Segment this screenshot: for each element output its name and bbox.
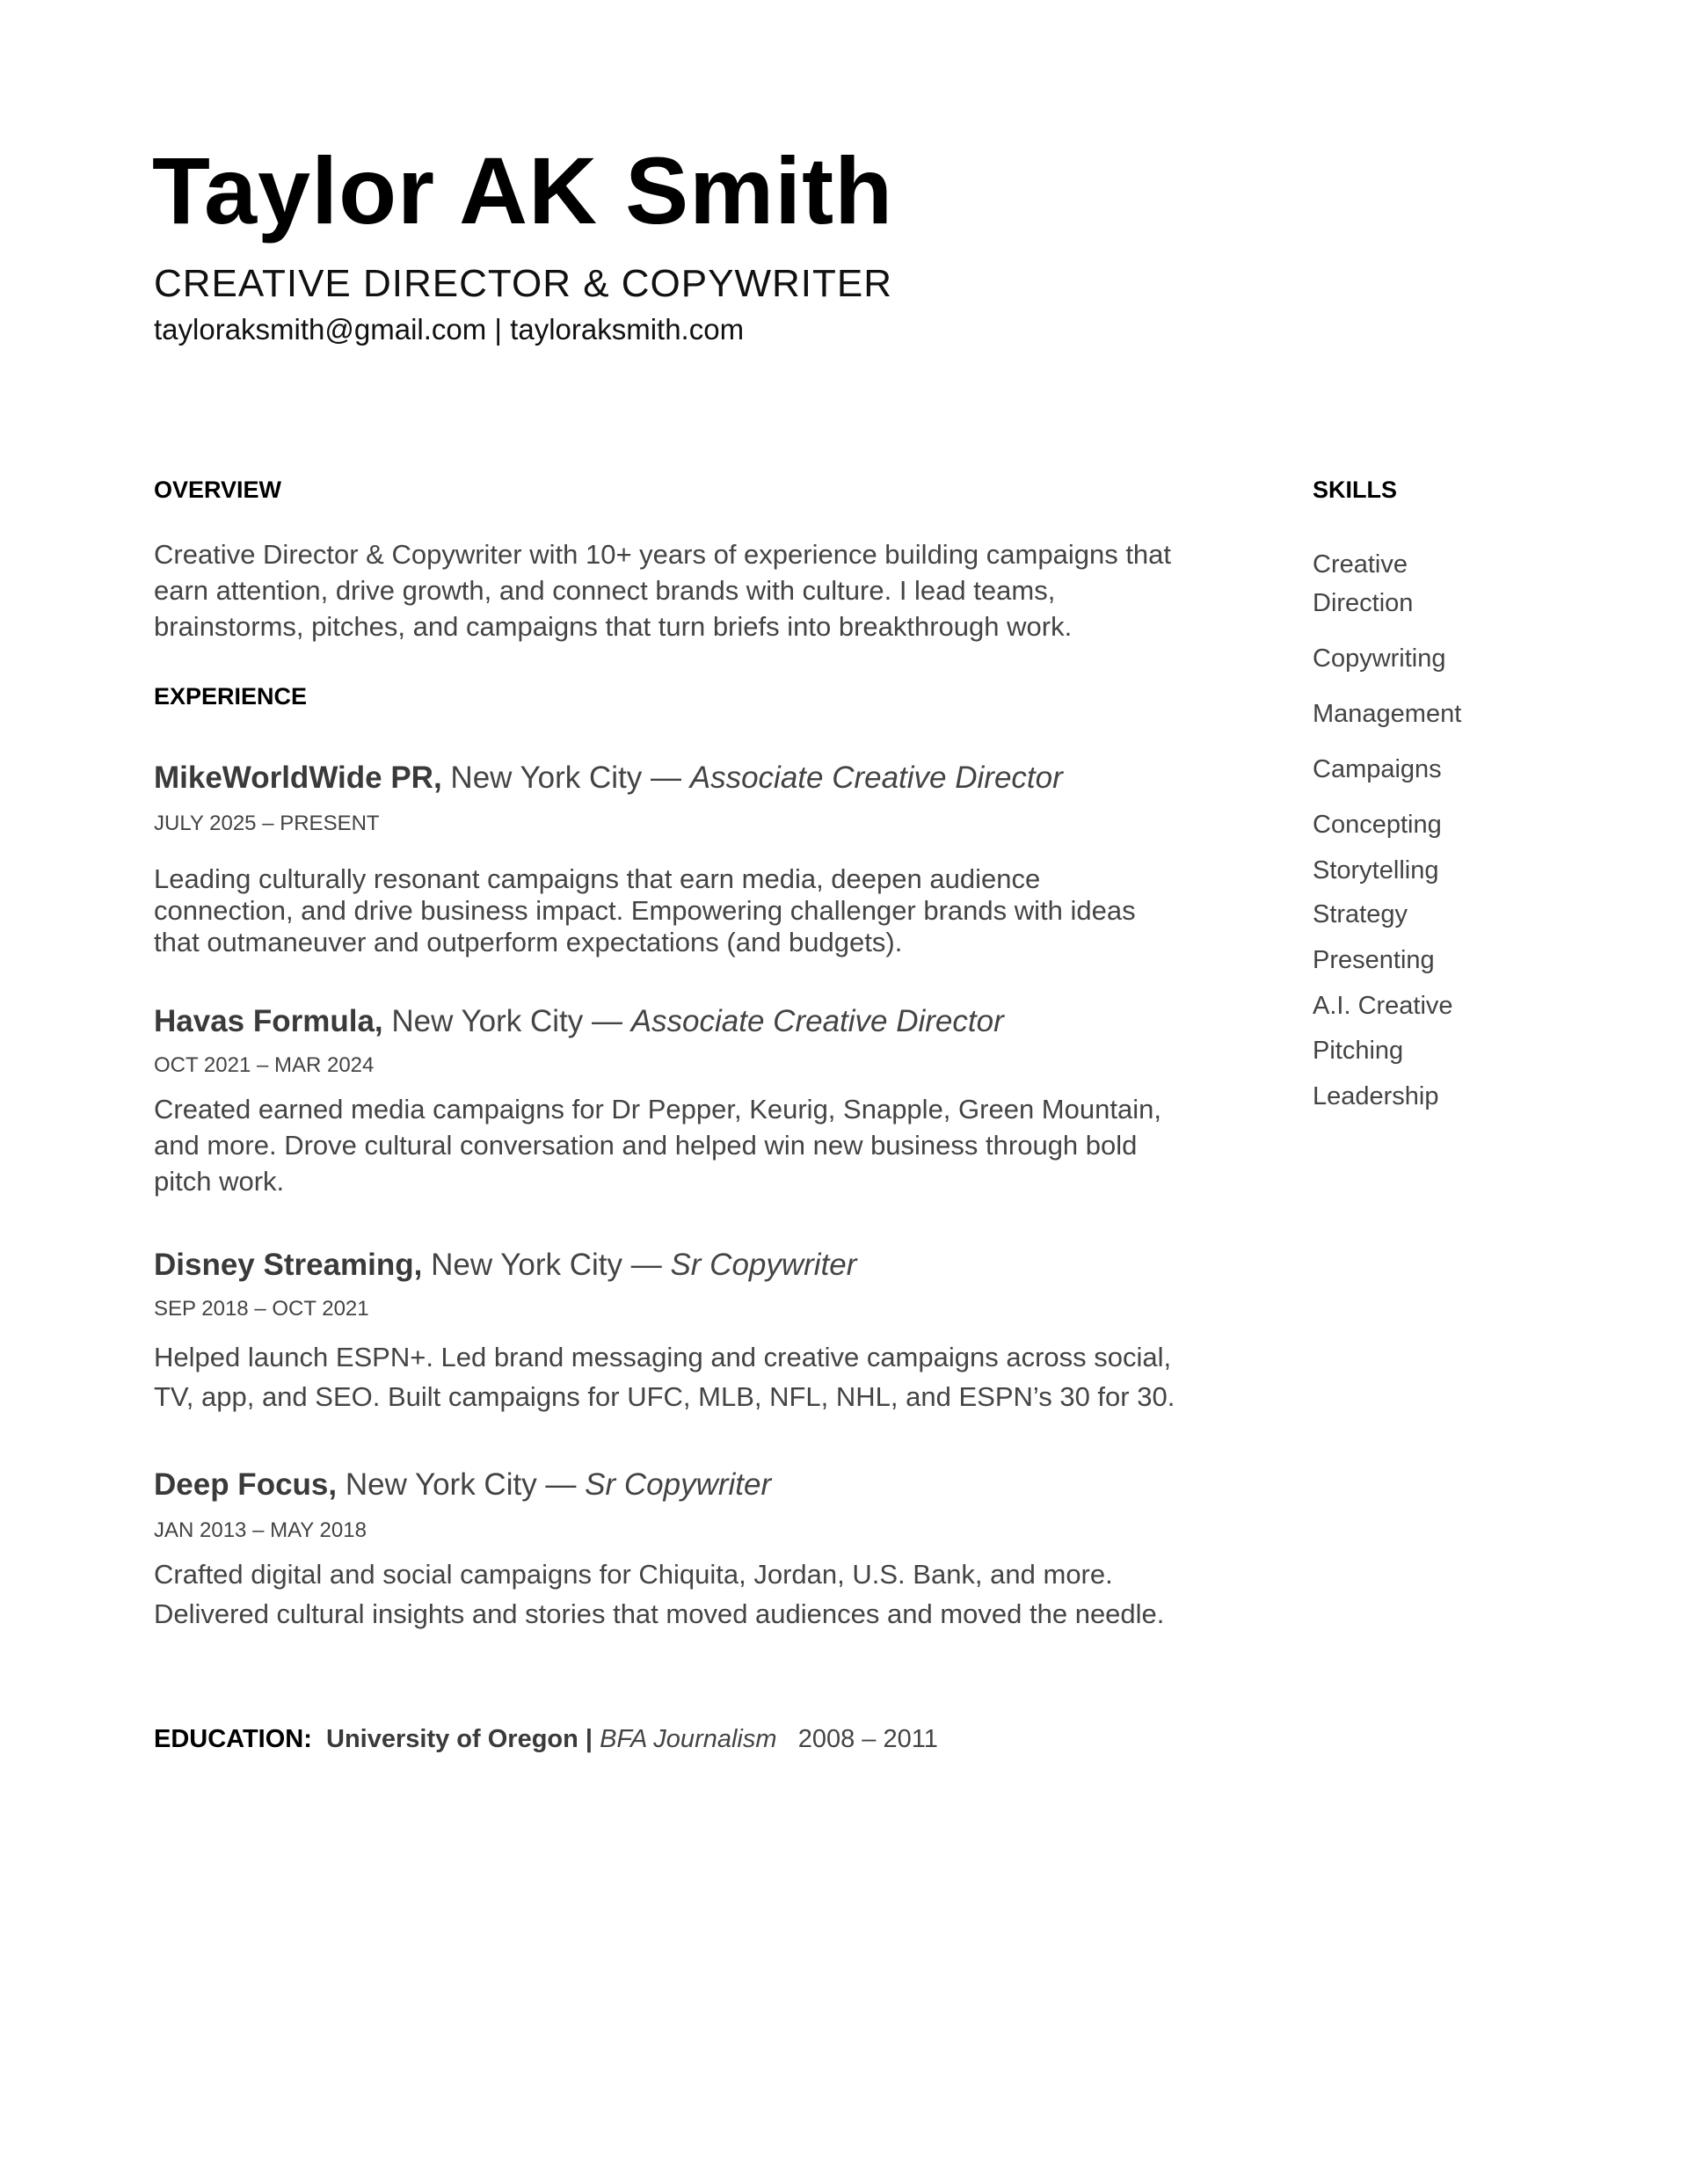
job-description (154, 1554, 1164, 1634)
location: New York City — (441, 761, 690, 795)
overview-heading: OVERVIEW (154, 477, 282, 503)
job-description (154, 863, 1136, 958)
degree: BFA Journalism (600, 1725, 777, 1753)
company: Havas Formula, (154, 1004, 383, 1038)
company: Disney Streaming, (154, 1248, 423, 1282)
education-label: EDUCATION: (154, 1725, 312, 1753)
description-line: pitch work. (154, 1166, 285, 1197)
skill-item: Strategy (1313, 900, 1408, 928)
job-header (154, 1003, 1004, 1040)
skill-item: Direction (1313, 589, 1414, 617)
job-description (154, 1337, 1175, 1416)
job-dates: OCT 2021 – MAR 2024 (154, 1053, 375, 1077)
education (154, 1724, 938, 1754)
job-title: CREATIVE DIRECTOR & COPYWRITER (154, 262, 893, 305)
skill-item: Presenting (1313, 946, 1435, 974)
job-dates: JULY 2025 – PRESENT (154, 812, 380, 835)
skill-item: Concepting (1313, 811, 1442, 839)
job-dates: SEP 2018 – OCT 2021 (154, 1297, 369, 1321)
description-line: Helped launch ESPN+. Led brand messaging and creative campaigns across social, (154, 1342, 1172, 1372)
job-description (154, 1091, 1161, 1199)
description-line: Created earned media campaigns for Dr Pepper, Keurig, Snapple, Green Mountain, (154, 1094, 1161, 1125)
skill-item: A.I. Creative (1313, 992, 1453, 1020)
company: Deep Focus, (154, 1467, 338, 1502)
location: New York City — (422, 1248, 671, 1282)
overview-line: brainstorms, pitches, and campaigns that turn briefs into breakthrough work. (154, 611, 1073, 642)
description-line: that outmaneuver and outperform expectations (and budgets). (154, 927, 903, 957)
skill-item: Pitching (1313, 1037, 1404, 1065)
education-years: 2008 – 2011 (797, 1725, 938, 1753)
description-line: connection, and drive business impact. Empowering challenger brands with ideas (154, 895, 1136, 926)
location: New York City — (337, 1467, 586, 1502)
contact-info: tayloraksmith@gmail.com | tayloraksmith.com (154, 313, 745, 346)
description-line: Crafted digital and social campaigns for Chiquita, Jordan, U.S. Bank, and more. (154, 1559, 1113, 1590)
skill-item: Management (1313, 700, 1462, 728)
location: New York City — (382, 1004, 631, 1038)
job-header (154, 1247, 856, 1284)
skill-item: Creative (1313, 550, 1408, 579)
candidate-name: Taylor AK Smith (152, 137, 894, 244)
skills-heading: SKILLS (1313, 477, 1398, 503)
job-header (154, 760, 1063, 797)
overview-line: earn attention, drive growth, and connect brands with culture. I lead teams, (154, 575, 1056, 606)
job-header (154, 1467, 771, 1503)
experience-heading: EXPERIENCE (154, 683, 308, 710)
description-line: TV, app, and SEO. Built campaigns for UFC, MLB, NFL, NHL, and ESPN’s 30 for 30. (154, 1381, 1175, 1412)
job-dates: JAN 2013 – MAY 2018 (154, 1518, 367, 1542)
company: MikeWorldWide PR, (154, 761, 442, 795)
description-line: Leading culturally resonant campaigns that earn media, deepen audience (154, 863, 1041, 894)
role: Sr Copywriter (585, 1467, 772, 1502)
description-line: and more. Drove cultural conversation and helped win new business through bold (154, 1130, 1138, 1161)
skill-item: Copywriting (1313, 644, 1446, 673)
overview-line: Creative Director & Copywriter with 10+ years of experience building campaigns that (154, 539, 1172, 570)
school: University of Oregon | (326, 1725, 593, 1753)
skill-item: Leadership (1313, 1082, 1439, 1110)
role: Sr Copywriter (670, 1248, 857, 1282)
skill-item: Campaigns (1313, 755, 1442, 783)
role: Associate Creative Director (630, 1004, 1004, 1038)
skill-item: Storytelling (1313, 856, 1439, 885)
description-line: Delivered cultural insights and stories that moved audiences and moved the needle. (154, 1598, 1165, 1629)
overview-text (154, 536, 1171, 644)
role: Associate Creative Director (689, 761, 1063, 795)
